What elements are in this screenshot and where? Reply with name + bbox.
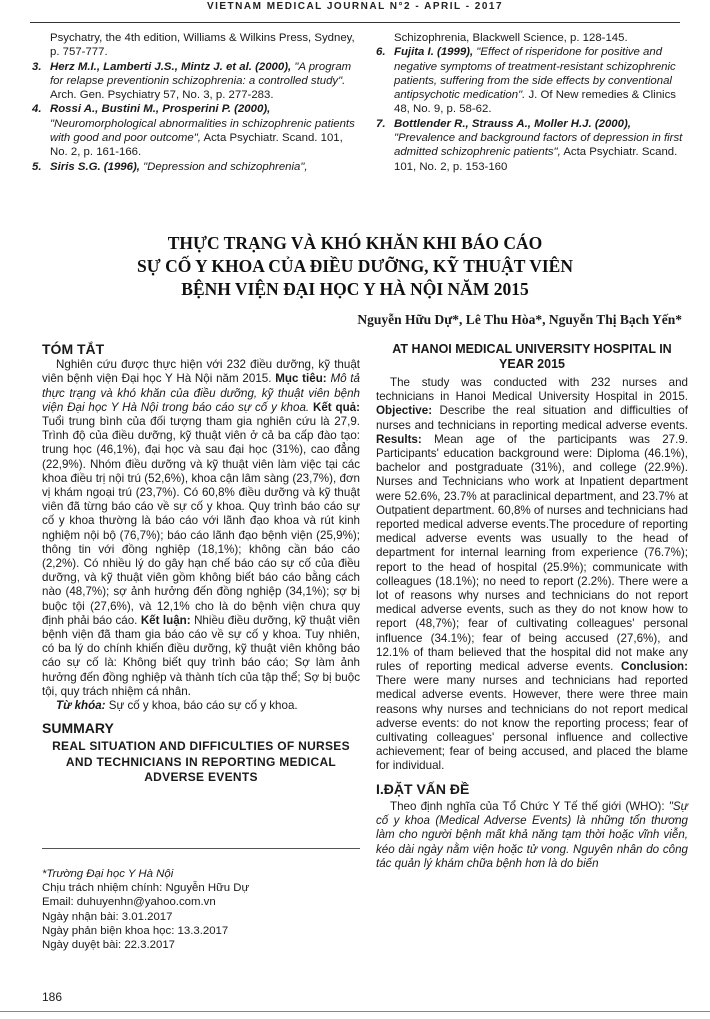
reference-rest: Acta Psychiatr. Scand. 101, No. 2, p. 153-160 <box>394 146 678 173</box>
reference-number: 6. <box>376 46 386 59</box>
introduction-paragraph <box>376 800 688 871</box>
en-objective-text: Describe the real situation and difficulties of nurses and technicians in reporting medical adverse events. <box>376 404 688 432</box>
title-line-3: BỆNH VIỆN ĐẠI HỌC Y HÀ NỘI NĂM 2015 <box>181 279 529 299</box>
footer-rule <box>0 1011 710 1012</box>
left-column <box>42 342 360 786</box>
vn-keywords <box>42 699 360 713</box>
reference-authors: Rossi A., Bustini M., Prosperini P. (2000), <box>50 103 271 116</box>
page-number: 186 <box>42 990 63 1004</box>
reference-item <box>376 45 692 116</box>
references-right <box>376 31 692 174</box>
reference-authors: Siris S.G. (1996), <box>50 160 140 173</box>
summary-title: REAL SITUATION AND DIFFICULTIES OF NURSES AND TECHNICIANS IN REPORTING MEDICAL ADVERSE EVENTS <box>52 739 350 785</box>
reference-item <box>32 102 362 159</box>
en-abstract-paragraph <box>376 376 688 774</box>
references-left <box>32 31 362 174</box>
introduction-heading: I.ĐẶT VẤN ĐỀ <box>376 780 470 797</box>
vn-abstract-paragraph <box>42 358 360 699</box>
reference-title: "Prevalence and background factors of depression in first admitted schizophrenic patients", <box>394 132 683 159</box>
reference-title: "A program for relapse preventionin schizophrenia: a controlled study". <box>50 60 352 87</box>
reference-rest: J. Of New remedies & Clinics 48, No. 9, p. 58-62. <box>394 89 676 116</box>
reference-title: "Depression and schizophrenia", <box>143 160 308 173</box>
en-objective-label: Objective: <box>376 404 433 418</box>
introduction-section <box>376 782 688 871</box>
reference-number: 7. <box>376 117 386 130</box>
reference-number: 5. <box>32 160 42 173</box>
affiliation-received: Ngày nhận bài: 3.01.2017 <box>42 910 173 923</box>
vn-results-text: Tuổi trung bình của đối tượng tham gia nghiên cứu là 27,9. Trình độ của điều dưỡng, kỹ thuật viên ở cả ba cấp đào tạo: trung học (46,1%), đại học và sau đại học (31%), cao đẳng (22,9%). Nhóm điều dưỡng và kỹ thuật viên làm việc tại các khoa điều trị nội trú (52,6%), khoa cận lâm sàng (23,7%), đơn vị khám ngoại trú (23,7%). Có 60,8% điều dưỡng và kỹ thuật viên đã từng báo cáo về sự cố y khoa. Quy trình báo cáo sự cố y khoa thường là báo cáo với lãnh đạo khoa và rút kinh nghiệm nội bộ (76,7%); báo cáo lãnh đạo bệnh viện (25,9%); thông tin với đồng nghiệp (18,1%); không cần báo cáo (2,2%). Có nhiều lý do gây hạn chế báo cáo sự cố của điều dưỡng, và kỹ thuật viên gồm không biết báo cáo bằng cách nào (48,7%); sợ ảnh hưởng đến đồng nghiệp (34,1%); sợ bị buộc tội (27,6%), và 12,1% cho là do bệnh viện chưa quy định phải báo cáo. <box>42 415 360 627</box>
en-results-text: Mean age of the participants was 27.9. Participants' education background were: Diploma (46.1%), bachelor and postgraduate (31%), and college (22.9%). Nurses and Technicians who work at Inpatient department were 52.6%, 23.7% at paraclinical department, and 23.7% at Outpatient department. 60,8% of nurses and technicians had reported medical adverse events.The procedure of reporting medical adverse events was usually to the head of department for internal learning from experience (76.7%); report to the head of hospital (25.9%); communicate with colleagues (18.1%); no need to report (2.2%). There were a lot of reasons why nurses and technicians do not report medical adverse events, such as they do not know how to report (48,7%); fear of cultivating colleagues' personal influence (34.1%); fear of being accused (27,6%), and 12.1% of tham believed that the hospital did not make any rules of reporting medical adverse events. <box>376 432 688 674</box>
reference-title: "Neuromorphological abnormalities in schizophrenic patients with good and poor outcome", <box>50 117 355 145</box>
summary-heading: SUMMARY <box>42 720 114 737</box>
en-abstract-intro: The study was conducted with 232 nurses and technicians in Hanoi Medical University Hospital in 2015. <box>376 376 688 404</box>
reference-item <box>32 31 362 60</box>
vn-results-label: Kết quả: <box>312 400 360 414</box>
affiliation-email: Email: duhuyenhn@yahoo.com.vn <box>42 896 216 909</box>
journal-header <box>0 0 710 24</box>
en-results-label: Results: <box>376 432 422 446</box>
vn-conclusion-label: Kết luận: <box>140 613 191 627</box>
reference-authors: Bottlender R., Strauss A., Moller H.J. (2000), <box>394 117 631 130</box>
affiliation-institution: *Trường Đại học Y Hà Nội <box>42 868 174 880</box>
reference-number: 3. <box>32 60 42 73</box>
reference-item <box>376 117 692 174</box>
vn-objective-text: Mô tả thực trạng và khó khăn của điều dưỡng, kỹ thuật viên bệnh viện Đại học Y Hà Nội trong báo cáo sự cố y khoa. <box>42 372 360 414</box>
affiliation-reviewed: Ngày phản biện khoa học: 13.3.2017 <box>42 924 229 937</box>
article-title <box>30 232 680 301</box>
reference-item <box>376 31 692 45</box>
introduction-quote: "Sự cố y khoa (Medical Adverse Events) là những tổn thương làm cho người bệnh mất khả năng tạm thời hoặc vĩnh viễn, kéo dài ngày nằm viện hoặc tử vong. Nguyên nhân do công tác quản lý khám chữa bệnh hơn là do biến <box>376 799 688 870</box>
reference-item <box>32 60 362 103</box>
introduction-lead: Theo định nghĩa của Tổ Chức Y Tế thế giới (WHO): <box>390 799 665 813</box>
reference-number: 4. <box>32 103 42 116</box>
vn-keywords-label: Từ khóa: <box>56 699 106 713</box>
vn-abstract-heading: TÓM TẮT <box>42 341 105 357</box>
reference-authors: Herz M.I., Lamberti J.S., Mintz J. et al. (2000), <box>50 60 292 73</box>
header-rule <box>30 22 680 23</box>
right-column <box>376 342 688 871</box>
affiliation-responsible: Chịu trách nhiệm chính: Nguyễn Hữu Dự <box>42 882 250 895</box>
en-conclusion-label: Conclusion: <box>621 660 688 674</box>
vn-abstract-intro: Nghiên cứu được thực hiện với 232 điều dưỡng, kỹ thuật viên bệnh viện Đại học Y Hà Nội năm 2015. <box>42 358 360 386</box>
journal-title: VIETNAM MEDICAL JOURNAL N°2 - APRIL - 2017 <box>206 1 504 12</box>
affiliation-box <box>42 848 360 952</box>
en-abstract-body <box>376 376 688 774</box>
vn-keywords-text: Sự cố y khoa, báo cáo sự cố y khoa. <box>108 699 298 713</box>
reference-rest: Arch. Gen. Psychiatry 57, No. 3, p. 277-283. <box>50 89 274 102</box>
reference-rest: Schizophrenia, Blackwell Science, p. 128-145. <box>394 32 628 44</box>
reference-item <box>32 160 362 174</box>
vn-abstract-body <box>42 358 360 713</box>
title-line-2: SỰ CỐ Y KHOA CỦA ĐIỀU DƯỠNG, KỸ THUẬT VIÊN <box>137 256 573 276</box>
reference-rest: Psychatry, the 4th edition, Williams & Wilkins Press, Sydney, p. 757-777. <box>50 32 355 59</box>
reference-title: "Effect of risperidone for positive and negative symptoms of treatment-resistant schizophrenic patients, suffering from the side effects by conventional antipsychotic medication". <box>394 46 676 102</box>
reference-authors: Fujita I. (1999), <box>394 46 474 59</box>
vn-conclusion-text: Nhiều điều dưỡng, kỹ thuật viên bệnh viện đã tham gia báo cáo về sự cố y khoa. Tuy nhiên, có ba lý do chính khiến điều dưỡng, kỹ thuật viên không báo cáo sự cố là: Không biết quy trình báo cáo; Sợ làm ảnh hưởng đến đồng nghiệp và thành tích của tập thể; Sợ bị buộc tội, quy trách nhiệm cá nhân. <box>42 613 360 698</box>
title-line-1: THỰC TRẠNG VÀ KHÓ KHĂN KHI BÁO CÁO <box>167 233 543 253</box>
affiliation-approved: Ngày duyệt bài: 22.3.2017 <box>42 939 175 952</box>
article-authors: Nguyễn Hữu Dự*, Lê Thu Hòa*, Nguyễn Thị Bạch Yến* <box>357 312 682 327</box>
summary-title-continued: AT HANOI MEDICAL UNIVERSITY HOSPITAL IN YEAR 2015 <box>392 342 672 371</box>
en-conclusion-text: There were many nurses and technicians had reported medical adverse events. However, there were three main reasons why nurses and technicians do not report medical adverse events: do not know the reporting process; fear of cultivating colleagues' personal influence and collective achievement; fear of being accused, and placed the blame for individual. <box>376 674 688 773</box>
reference-rest: Acta Psychiatr. Scand. 101, No. 2, p. 161-166. <box>50 132 343 159</box>
vn-objective-label: Mục tiêu: <box>275 372 327 386</box>
